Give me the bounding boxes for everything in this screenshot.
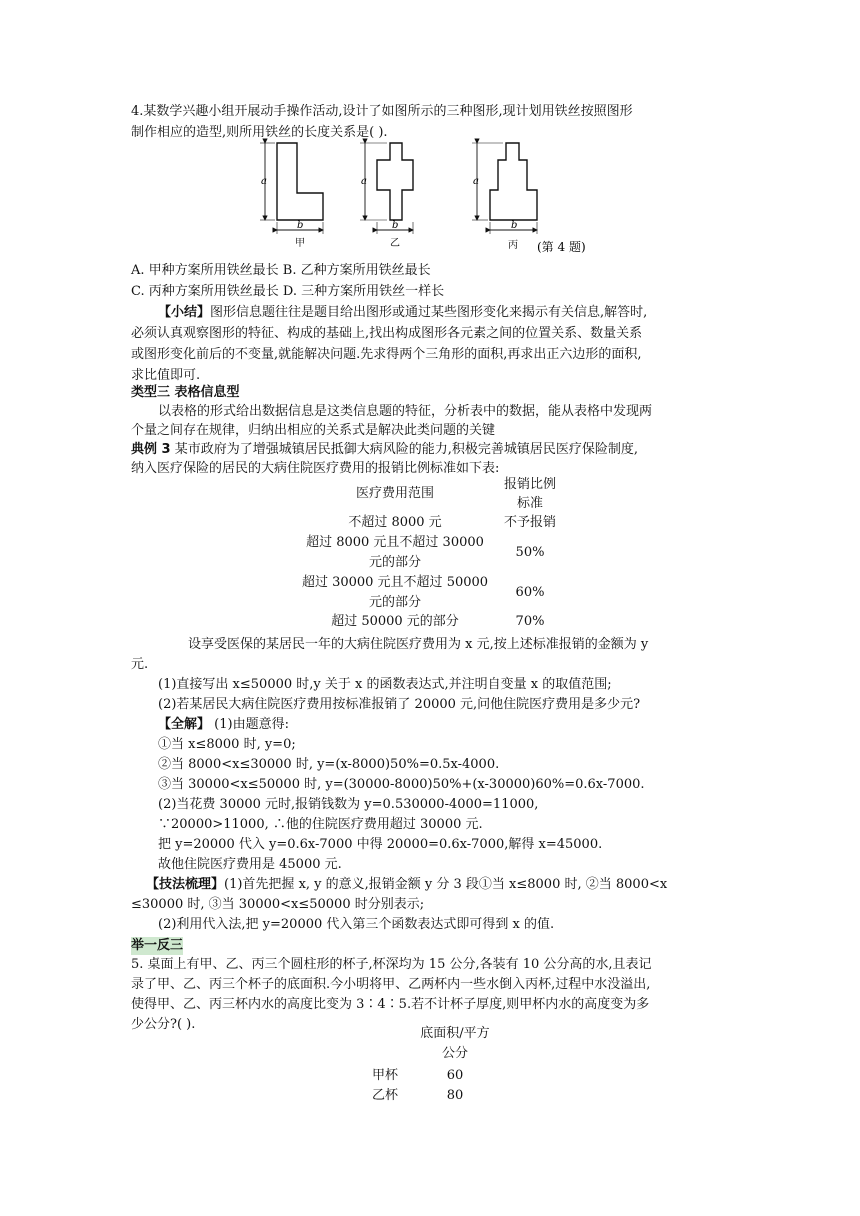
fig2-b-label: b [392,220,399,231]
solution-line-1: ①当 x≤8000 时, y=0; [158,737,296,752]
table-header-ratio-1: 报销比例 [503,477,556,492]
q4-options-cd: C. 丙种方案所用铁丝最长 D. 三种方案所用铁丝一样长 [131,284,445,299]
technique-heading: 【技法梳理】 [146,877,225,892]
q4-options-ab: A. 甲种方案所用铁丝最长 B. 乙种方案所用铁丝最长 [131,263,431,278]
summary-line3: 或图形变化前后的不变量,就能解决问题.先求得两个三角形的面积,再求出正六边形的面积, [131,347,642,362]
example3-line1 [131,441,638,459]
solution-heading: 【全解】 [158,717,211,732]
table-row-4-range: 超过 50000 元的部分 [331,614,459,629]
practice-title: 举一反三 [131,938,184,953]
summary-heading: 【小结】 [158,305,211,320]
summary-text1: 图形信息题往往是题目给出图形或通过某些图形变化来揭示有关信息,解答时, [210,305,648,320]
fig3-a-label: a [473,176,479,187]
solution-line-2: ②当 8000<x≤30000 时, y=(x-8000)50%=0.5x-4000. [158,757,500,772]
table-header-range: 医疗费用范围 [355,486,434,501]
fig3-b-label: b [511,220,518,231]
q4-figure [255,138,675,263]
technique-line2: ≤30000 时, ③当 30000<x≤50000 时分别表示; [131,897,425,912]
type3-title: 类型三 表格信息型 [131,385,240,400]
solution-line-3: ③当 30000<x≤50000 时, y=(30000-8000)50%+(x-30000)60%=0.6x-7000. [158,777,645,792]
example3-label: 典例 3 [131,442,171,457]
type3-line1: 以表格的形式给出数据信息是这类信息题的特征，分析表中的数据，能从表格中发现两 [158,404,653,419]
fig1-b-label: b [297,220,304,231]
table-row-3-range: 超过 30000 元且不超过 50000 [301,575,489,590]
example3-setup-line1: 设享受医保的某居民一年的大病住院医疗费用为 x 元,按上述标准报销的金额为 y [188,637,649,652]
solution-line-0 [158,716,289,734]
solution-line-7: 故他住院医疗费用是 45000 元. [158,857,342,872]
fig3-name: 丙 [508,240,518,251]
solution-text-0: (1)由题意得: [214,717,289,732]
q5-line1: 5. 桌面上有甲、乙、丙三个圆柱形的杯子,杯深均为 15 公分,各装有 10 公分高的水,且表记 [131,957,652,972]
figure-bing [472,143,537,234]
example3-question-1: (1)直接写出 x≤50000 时,y 关于 x 的函数表达式,并注明自变量 x 的取值范围; [158,677,612,692]
table-row-4-value: 70% [515,614,545,629]
type3-line2: 个量之间存在规律，归纳出相应的关系式是解决此类问题的关键 [131,423,496,438]
example3-setup-line2: 元. [131,657,149,672]
cup-row-1-value: 60 [446,1068,464,1083]
table-row-2-range: 超过 8000 元且不超过 30000 [306,535,484,550]
cup-row-1-name: 甲杯 [371,1068,398,1083]
fig2-name: 乙 [390,238,400,249]
example3-question-2: (2)若某居民大病住院医疗费用按标准报销了 20000 元,问他住院医疗费用是多少元? [158,697,641,712]
summary-line2: 必须认真观察图形的特征、构成的基础上,找出构成图形各元素之间的位置关系、数量关系 [131,326,643,341]
table-row-1-value: 不予报销 [503,515,556,530]
technique-text1: (1)首先把握 x, y 的意义,报销金额 y 分 3 段①当 x≤8000 时, ②当 8000<x [224,877,668,892]
figure-caption: (第 4 题) [537,240,586,254]
solution-line-6: 把 y=20000 代入 y=0.6x-7000 中得 20000=0.6x-7000,解得 x=45000. [158,837,603,852]
technique-line3: (2)利用代入法,把 y=20000 代入第三个函数表达式即可得到 x 的值. [158,917,555,932]
summary-line4: 求比值即可. [131,368,201,383]
table-row-2-range-cont: 元的部分 [368,555,421,570]
cup-row-2-name: 乙杯 [371,1088,398,1103]
figure-yi [360,143,413,234]
table-row-1-range: 不超过 8000 元 [348,515,442,530]
cup-table-header-1: 底面积/平方 [420,1026,490,1041]
example3-line2: 纳入医疗保险的居民的大病住院医疗费用的报销比例标准如下表: [131,461,500,476]
q4-line2: 制作相应的造型,则所用铁丝的长度关系是( ). [131,125,388,140]
table-row-3-range-cont: 元的部分 [368,595,421,610]
fig1-name: 甲 [295,238,305,249]
cup-row-2-value: 80 [446,1088,464,1103]
q5-line4: 少公分?( ). [131,1017,196,1032]
solution-line-4: (2)当花费 30000 元时,报销钱数为 y=0.530000-4000=11000, [158,797,539,812]
summary-line1 [158,304,647,322]
cup-table-header-2: 公分 [441,1046,468,1061]
table-row-2-value: 50% [515,545,545,560]
fig1-a-label: a [261,176,267,187]
figure-jia [260,143,323,234]
q5-line2: 录了甲、乙、丙三个杯子的底面积.今小明将甲、乙两杯内一些水倒入丙杯,过程中水没溢出, [131,977,651,992]
table-header-ratio-2: 标准 [516,496,543,511]
technique-line1 [146,876,667,894]
table-row-3-value: 60% [515,585,545,600]
fig2-a-label: a [361,176,367,187]
solution-line-5: ∵20000>11000, ∴他的住院医疗费用超过 30000 元. [158,817,483,832]
example3-text1: 某市政府为了增强城镇居民抵御大病风险的能力,积极完善城镇居民医疗保险制度, [170,442,638,457]
q4-line1: 4.某数学兴趣小组开展动手操作活动,设计了如图所示的三种图形,现计划用铁丝按照图形 [131,104,633,119]
q5-line3: 使得甲、乙、丙三杯内水的高度比变为 3∶4∶5.若不计杯子厚度,则甲杯内水的高度变为多 [131,997,650,1012]
